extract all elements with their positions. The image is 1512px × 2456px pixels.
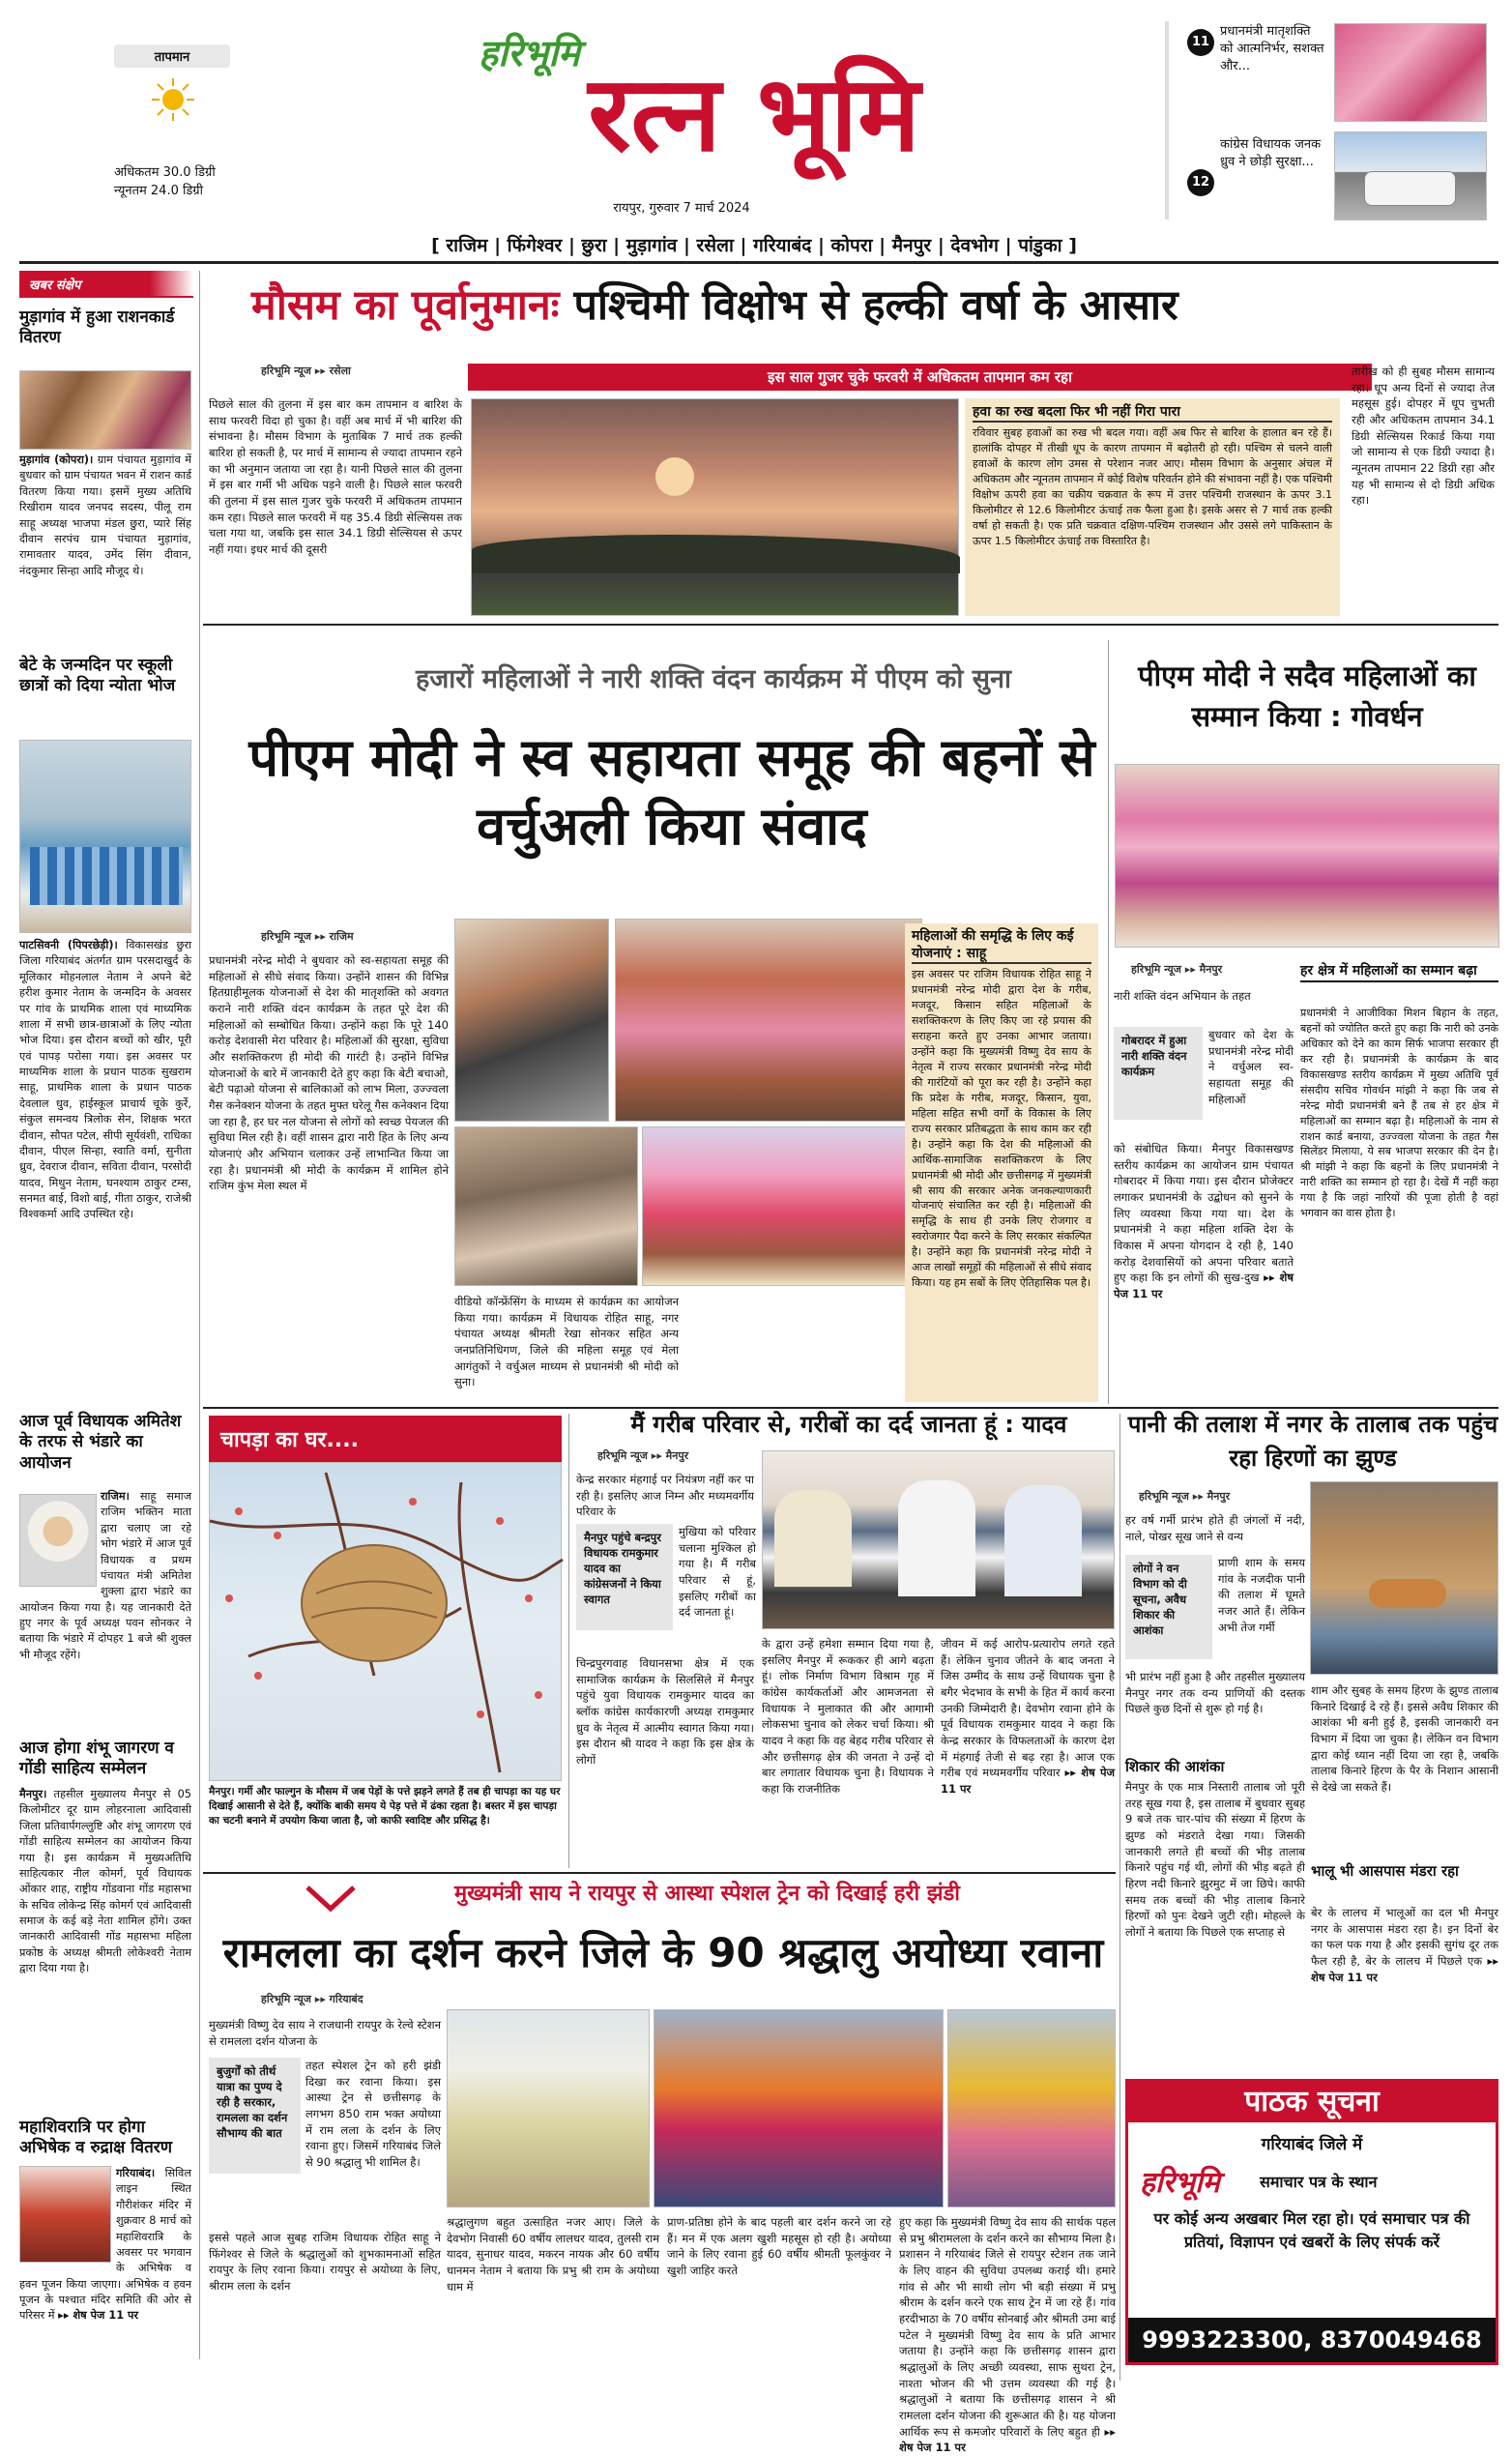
notice-title: पाठक सूचना	[1128, 2082, 1496, 2122]
yadav-byline: हरिभूमि न्यूज ▸▸ मैनपुर	[597, 1449, 689, 1462]
weather-headline: मौसम का पूर्वानुमानः पश्चिमी विक्षोभ से हल्की वर्षा के आसार	[251, 281, 1178, 330]
deer-bhalu-title: भालू भी आसपास मंडरा रहा	[1311, 1862, 1459, 1880]
yadav-col-top: केन्द्र सरकार मंहगाई पर नियंत्रण नहीं कर पा रही है। इसलिए आज निम्न और मध्यमवर्गीय परिवार के	[576, 1473, 754, 1519]
ramlala-col2: श्रद्धालुगण बहुत उत्साहित नजर आए। जिले के देवभोग निवासी 60 वर्षीय लालधर यादव, तुलसी राम यादव, सुनाधर यादव, मकरन नायक और 60 वर्षीय धानमन नेताम ने बताया कि प्रभु श्री राम के अयोध्या धाम में	[447, 2215, 659, 2294]
nav-bracket-left: [	[431, 235, 440, 256]
pm-kicker: हजारों महिलाओं ने नारी शक्ति वंदन कार्यक्रम में पीएम को सुना	[415, 664, 1012, 694]
pm-byline: हरिभूमि न्यूज ▸▸ राजिम	[261, 930, 354, 943]
notice-logo: हरिभूमि	[1140, 2166, 1220, 2200]
pm-body-col1: प्रधानमंत्री नरेन्द्र मोदी ने बुधवार को स्व-सहायता समूह की महिलाओं से सीधे संवाद किया। उन्होंने शासन की विभिन्न हितग्राहीमूलक योजनाओं से देश की मातृशक्ति को अवगत कराने नारी शक्ति वंदन कार्यक्रम के तहत पूरे देश की महिलाओं को सम्बोधित किया। उन्होंने कहा कि पूरे 140 करोड़ देशवासी मेरा परिवार है। महिलाओं की सुरक्षा, सुविधा और सशक्तिकरण ही मोदी की गारंटी है। उन्होंने विभिन्न योजनाओं के बारे में जानकारी देते हुए कहा कि बेटी बचाओ, बेटी पढ़ाओ योजना से बालिकाओं को लाभ मिला, उज्ज्वला गैस कनेक्शन योजना के तहत मुफ्त घरेलू गैस कनेक्शन दिया जा रहा है, हर घर नल योजना से लोगों को स्वच्छ पेयजल की सुविधा मिल रही है। वहीं शासन द्वारा नारी हित के लिए अन्य योजनाएं और अभियान चलाकर उन्हें लाभान्वित किया जा रहा है। प्रधानमंत्री श्री मोदी के कार्यक्रम में शामिल होने राजिम कुंभ मेला स्थल में	[209, 953, 449, 1193]
yadav-pullquote: मैनपुर पहुंचे बन्द्रपुर विधायक रामकुमार यादव का कांग्रेसजनों ने किया स्वागत	[576, 1524, 673, 1630]
govardhan-headline: पीएम मोदी ने सदैव महिलाओं का सम्मान किया : गोवर्धन	[1138, 659, 1476, 734]
deer-pullquote: लोगों ने वन विभाग को दी सूचना, अवैध शिकार की आशंका	[1125, 1555, 1212, 1659]
nav-item-rajim[interactable]: राजिम	[446, 235, 488, 256]
govardhan-sub-body: प्रधानमंत्री ने आजीविका मिशन बिहान के तहत, बहनों को ज्योतित करते हुए कहा कि नारी को उनके अधिकार को देने का काम सिर्फ भाजपा सरकार ही कर रही है। प्रधानमंत्री के कार्यक्रम के बाद विकासखण्ड स्तरीय कार्यक्रम में मुख्य अतिथि पूर्व संसदीय सचिव गोवर्धन मांझी ने कहा कि जब से नरेन्द्र मोदी प्रधानमंत्री बने हैं तब से हर क्षेत्र में महिलाओं का सम्मान बढ़ा है। महिलाओं के नाम से राशन कार्ड बनाया, उज्ज्वला योजना के तहत गैस सिलेंडर मिलाया, ये सब भाजपा सरकार की देन है। श्री मांझी ने कहा कि बहनों के लिए प्रधानमंत्री ने नारी शक्ति का सम्मान हो रहा है। देखें मैं नहीं कहा गया है कि जहां नारियों की पूजा होती है वहां भगवान का वास होता है।	[1300, 1007, 1498, 1220]
weather-right-col: तारीख को ही सुबह मौसम सामान्य रहा। धूप अन्य दिनों से ज्यादा तेज महसूस हुई। दोपहर में धूप चुभती रही और अधिकतम तापमान 34.1 डिग्री सेल्सियस रिकार्ड किया गया जो सामान्य से एक डिग्री ज्यादा है। न्यूनतम तापमान 22 डिग्री रहा और यह भी सामान्य से दो डिग्री अधिक रहा।	[1352, 365, 1495, 508]
nav-item-mainpur[interactable]: मैनपुर	[891, 235, 932, 256]
weather-label: तापमान	[114, 44, 230, 68]
nav-bracket-right: ]	[1068, 235, 1077, 256]
nav-item-kopra[interactable]: कोपरा	[830, 235, 873, 256]
masthead-title: रत्न भूमि	[588, 54, 920, 175]
pm-screen-photo	[454, 1126, 638, 1286]
govardhan-col-mid: बुधवार को देश के प्रधानमंत्री नरेन्द्र मोदी ने वर्चुअल स्व-सहायता समूह की महिलाओं	[1208, 1028, 1294, 1106]
temperature-readings	[114, 164, 288, 201]
location-nav: [ राजिम | फिंगेश्वर | छुरा | मुड़ागांव | रसेला | गरियाबंद | कोपरा | मैनपुर | देवभोग | पांडुका ]	[431, 235, 1077, 256]
govardhan-sub-title: हर क्षेत्र में महिलाओं का सम्मान बढ़ा	[1300, 962, 1498, 982]
govardhan-pullquote: गोबरादर में हुआ नारी शक्ति वंदन कार्यक्रम	[1114, 1027, 1203, 1120]
deer-sub-title: शिकार की आशंका	[1125, 1758, 1225, 1775]
deer-byline: हरिभूमि न्यूज ▸▸ मैनपुर	[1139, 1490, 1231, 1503]
ramlala-col-top: मुख्यमंत्री विष्णु देव साय ने राजधानी रायपुर के रेल्वे स्टेशन से रामलला दर्शन योजना के	[209, 2018, 441, 2048]
min-temp: न्यूनतम 24.0 डिग्री	[114, 183, 204, 198]
teaser-text: प्रधानमंत्री मातृशक्ति को आत्मनिर्भर, सशक्त और...	[1220, 24, 1324, 74]
notice-line1: गरियाबंद जिले में	[1261, 2135, 1363, 2154]
deer-sub-body: मैनपुर के एक मात्र निस्तारी तालाब जो पूरी तरह सूख गया है, इस तालाब में बुधवार सुबह 9 बजे तक चार-पांच की संख्या में हिरण के झुण्ड को मंडराते देखा गया। जिसकी जानकारी लगते ही बच्चों की भीड़ तालाब किनारे पहुंच गई थी, लोगों की भीड़ बढ़ते ही हिरण नदी किनारे झुरमुट में जा छिपे। काफी समय तक बच्चों की भीड़ तालाब किनारे हिरणों को पुनः देखने जुटी रही। मोहल्ले के लोगों ने बताया कि पिछले एक सप्ताह से	[1125, 1780, 1305, 1940]
govardhan-byline: हरिभूमि न्यूज ▸▸ मैनपुर	[1131, 963, 1223, 976]
notice-line3: पर कोई अन्य अखबार मिल रहा हो। एवं समाचार पत्र की प्रतियां, विज्ञापन एवं खबरों के लिए संपर्क करें	[1153, 2209, 1470, 2251]
ramlala-col1: इससे पहले आज सुबह राजिम विधायक रोहित साहू ने फिंगेश्वर से जिले के श्रद्धालुओं को शुभकामनाओं सहित रायपुर के लिए रवाना किया। रायपुर से अयोध्या के लिए, श्रीराम लला के दर्शन	[209, 2231, 441, 2294]
teaser-2-photo	[1334, 132, 1487, 220]
nav-item-rasela[interactable]: रसेला	[696, 235, 734, 256]
nav-item-fingeshwar[interactable]: फिंगेश्वर	[507, 235, 563, 256]
brief-2-body: पाटसिवनी (पिपरछेड़ी)। विकासखंड छुरा जिला गरियाबंद अंतर्गत ग्राम परसदाखुर्द के मूलिकार मोहनलाल नेताम ने अपने बेटे हरीश कुमार नेताम के जन्मदिन के अवसर पर गांव के प्राथमिक शाला एवं माध्यमिक शाला में सभी छात्र-छात्राओं के लिए न्योता भोज दिया। इस दौरान बच्चों को खीर, पूरी एवं पापड़ परोसा गया। इस अवसर पर माध्यमिक शाला के प्रधान पाठक सुखराम साहू, प्राथमिक शाला के प्रधान पाठक देवलाल धुव, हाईस्कूल प्राचार्य चूके कुर्रे, संकुल समन्वय त्रिलोक सेन, शिक्षक भरत दीवान, सौपत पटेल, सीपी सूर्यवंशी, राधिका दीवान, पीएल सिन्हा, स्वाति वर्मा, सुनीता ध्रुव, देवराज दीवान, सविता दीवान, परसोदी यादव, मिथुन नेताम, घनश्याम ठाकुर टम्स, सनमत बाई, विशो बाई, गीता ठाकुर, राजेश्री विश्वकर्मा आदि उपस्थित रहे।	[19, 939, 191, 1221]
chapda-caption: मैनपुर। गर्मी और फाल्गुन के मौसम में जब पेड़ों के पत्ते झड़ने लगते हैं तब ही चापड़ा का यह घर दिखाई आसानी से देते हैं, क्योंकि बाकी समय ये पेड़ पत्ते में ढंका रहता है। बस्तर में इस चापड़ा का चटनी बनाने में उपयोग किया जाता है, जो काफी स्वादिष्ट और प्रसिद्ध है।	[209, 1786, 561, 1827]
teaser-1-photo	[1334, 23, 1487, 122]
brief-1-photo	[19, 370, 191, 450]
yadav-col-side: मुखिया को परिवार चलाना मुश्किल हो गया है। मैं गरीब परिवार से हूं, इसलिए गरीबों का दर्द जानता हूं।	[679, 1525, 756, 1620]
nav-item-chhura[interactable]: छुरा	[581, 235, 607, 256]
chapda-title: चापड़ा का घर....	[209, 1416, 562, 1462]
teaser-badge: 12	[1187, 169, 1214, 196]
ramlala-col3: प्राण-प्रतिष्ठा होने के बाद पहली बार दर्शन करने जा रहे हैं। मन में एक अलग खुशी महसूस हो रही है। अयोध्या जाने के लिए रवाना हुई 60 वर्षीय श्रीमती फूलकुंवर ने खुशी जाहिर करते	[667, 2215, 891, 2278]
weather-sidebox-title: हवा का रुख बदला फिर भी नहीं गिरा पारा	[973, 402, 1332, 423]
govardhan-photo	[1115, 764, 1499, 948]
teaser-badge: 11	[1187, 29, 1214, 56]
ramlala-photo-3	[947, 2009, 1116, 2207]
dateline: रायपुर, गुरुवार 7 मार्च 2024	[613, 201, 750, 216]
brief-2-title: बेटे के जन्मदिन पर स्कूली छात्रों को दिया न्योता भोज	[19, 656, 176, 696]
deer-col-top: हर वर्ष गर्मी प्रारंभ होते ही जंगलों में नदी, नाले, पोखर सूख जाने से वन्य	[1125, 1513, 1305, 1543]
pm-body-col2: वीडियो कॉन्फ्रेंसिंग के माध्यम से कार्यक्रम का आयोजन किया गया। कार्यक्रम में विधायक रोहित साहू, नगर पंचायत अध्यक्ष श्रीमती रेखा सोनकर सहित अन्य जनप्रतिनिधिगण, जिले की महिला समूह एवं मेला आगंतुकों ने वर्चुअल माध्यम से प्रधानमंत्री श्री मोदी को सुना।	[454, 1295, 679, 1389]
brief-5-body: गरियाबंद। सिविल लाइन स्थित गौरीशंकर मंदिर में शुक्रवार 8 मार्च को महाशिवरात्रि के अवसर पर भगवान के अभिषेक व हवन पूजन किया जाएगा। अभिषेक व हवन पूजन के पश्चात मंदिर समिति की ओर से परिसर में ▸▸ शेष पेज 11 पर	[19, 2167, 191, 2323]
weather-widget	[114, 44, 230, 68]
brief-5-title: महाशिवरात्रि पर होगा अभिषेक व रुद्राक्ष वितरण	[19, 2118, 173, 2158]
weather-deck: इस साल गुजर चुके फरवरी में अधिकतम तापमान कम रहा	[468, 364, 1372, 391]
ramlala-pullquote: बुजुर्गों को तीर्थ यात्रा का पुण्य दे रही है सरकार, रामलला का दर्शन सौभाग्य की बात	[209, 2058, 301, 2174]
pm-sidebox-title: महिलाओं की समृद्धि के लिए कई योजनाएं : साहू	[912, 927, 1091, 964]
pm-audience-photo	[615, 919, 922, 1122]
max-temp: अधिकतम 30.0 डिग्री	[114, 165, 216, 180]
govardhan-col-top: नारी शक्ति वंदन अभियान के तहत	[1114, 989, 1251, 1003]
ramlala-photo-1	[447, 2009, 650, 2207]
pm-sidebox	[905, 923, 1098, 1402]
yadav-col1: चिन्द्रपुरगवाह विधानसभा क्षेत्र में एक सामाजिक कार्यक्रम के सिलसिले में मैनपुर पहुंचे युवा विधायक रामकुमार यादव का ब्लॉक कांग्रेस कार्यकारणी अध्यक्ष रामकुमार ध्रुव के नेतृत्व में आत्मीय स्वागत किया गया। इस दौरान श्री यादव ने कहा कि इस क्षेत्र के लोगों	[576, 1656, 754, 1768]
weather-sidebox-body: रविवार सुबह हवाओं का रुख भी बदल गया। वहीं अब फिर से बारिश के हालात बन रहे हैं। हालांकि दोपहर में तीखी धूप के कारण तापमान में बढ़ोतरी हो रही। पश्चिम से चलने वाली हवाओं के कारण लोग उमस से परेशान नजर आए। मौसम विभाग के अनुसार अंचल में अधिकतम और न्यूनतम तापमान में कोई विशेष परिवर्तन होने की संभावना नहीं है। एक पश्चिमी विक्षोभ ऊपरी हवा का चक्रीय चक्रवात के रूप में उत्तर पश्चिमी राजस्थान के ऊपर 3.1 किलोमीटर से 12.6 किलोमीटर ऊंचाई तक फैला हुआ है। इसके असर से 7 मार्च तक हल्की वर्षा हो सकती है। एक प्रति चक्रवात दक्षिण-पश्चिम राजस्थान और उससे लगे पाकिस्तान के ऊपर 1.5 किलोमीटर ऊंचाई तक विस्तारित है।	[973, 426, 1332, 547]
deer-col-side: प्राणी शाम के समय गांव के नजदीक पानी की तलाश में घूमते नजर आते हैं। लेकिन अभी तेज गर्मी	[1218, 1556, 1305, 1634]
yadav-col2: के द्वारा उन्हें हमेशा सम्मान दिया गया है, इसलिए मैनपुर में रूककर ही आगे बढ़ता हूं। लोक निर्माण विभाग विश्राम गृह में कांग्रेस कार्यकर्ताओं और आमजनता से विधायक ने मुलाकात की और आगामी लोकसभा चुनाव को लेकर चर्चा किया। श्री यादव ने कहा कि वह बेहद गरीब परिवार से और छत्तीसगढ़ क्षेत्र की जनता ने उन्हें दो बार लगातार विधायक चुना है। विधायक ने कहा कि राजनीतिक	[762, 1637, 934, 1797]
brief-2-photo	[19, 740, 191, 933]
weather-sidebox	[965, 398, 1340, 616]
nav-item-devbhog[interactable]: देवभोग	[950, 235, 1000, 256]
nav-item-gariaband[interactable]: गरियाबंद	[753, 235, 812, 256]
teaser-text: कांग्रेस विधायक जनक ध्रुव ने छोड़ी सुरक्षा...	[1220, 137, 1322, 170]
brief-header: खबर संक्षेप	[19, 271, 193, 296]
brand-logo: हरिभूमि	[479, 32, 580, 74]
pm-headline: पीएम मोदी ने स्व सहायता समूह की बहनों से वर्चुअली किया संवाद	[248, 727, 1095, 858]
ramlala-kicker: मुख्यमंत्री साय ने रायपुर से आस्था स्पेशल ट्रेन को दिखाई हरी झंडी	[454, 1882, 960, 1906]
reader-notice	[1125, 2079, 1498, 2365]
ramlala-col-side: तहत स्पेशल ट्रेन को हरी झंडी दिखा कर रवाना किया। इस आस्था ट्रेन से छत्तीसगढ़ के लगभग 850 राम भक्त अयोध्या में राम लला के दर्शन के लिए रवाना हुए। जिसमें गरियाबंद जिले से 90 श्रद्धालु भी शामिल है।	[305, 2059, 441, 2170]
ramlala-headline: रामलला का दर्शन करने जिले के 90 श्रद्धालु अयोध्या रवाना	[222, 1929, 1104, 1976]
ramlala-byline: हरिभूमि न्यूज ▸▸ गरियाबंद	[261, 1993, 363, 2005]
weather-byline: हरिभूमि न्यूज ▸▸ रसेला	[261, 365, 351, 377]
brief-4-title: आज होगा शंभू जागरण व गोंडी साहित्य सम्मेलन	[19, 1739, 174, 1779]
notice-phones[interactable]: 9993223300, 8370049468	[1128, 2318, 1496, 2362]
yadav-col3: जीवन में कई आरोप-प्रत्यारोप लगते रहते हैं। लेकिन चुनाव जीतने के बाद जनता ने जिस उम्मीद के साथ उन्हें विधायक चुना है बगैर भेदभाव के सभी के हित में कार्य करना उनकी जिम्मेदारी है। देवभोग रवाना होने के पूर्व विधायक रामकुमार यादव ने कहा कि केन्द्र सरकार के विफलताओं के कारण देश में मंहगाई तेजी से बढ़ रहा है। आज एक गरीब एवं मध्यमवर्गीय परिवार ▸▸ शेष पेज 11 पर	[941, 1637, 1116, 1797]
deer-col1: भी प्रारंभ नहीं हुआ है और तहसील मुख्यालय मैनपुर नगर तक वन्य प्राणियों की दस्तक पिछले कुछ दिनों से शुरू हो गई है।	[1125, 1670, 1305, 1716]
teaser-2[interactable]	[1187, 137, 1323, 196]
notice-line2: समाचार पत्र के स्थान	[1260, 2173, 1378, 2191]
weather-photo	[471, 398, 959, 616]
yadav-photo	[762, 1450, 1115, 1629]
brief-3-title: आज पूर्व विधायक अमितेश के तरफ से भंडारे का आयोजन	[19, 1412, 182, 1473]
yadav-headline: मैं गरीब परिवार से, गरीबों का दर्द जानता हूं : यादव	[630, 1411, 1067, 1438]
brief-3-body: राजिम। साहू समाज राजिम भक्तिन माता द्वारा चलाए जा रहे भोग भंडारे में आज पूर्व विधायक व प्रथम पंचायत मंत्री अमितेश शुक्ला द्वारा भंडारे का आयोजन किया गया है। यह जानकारी देते हुए नगर के पूर्व अध्यक्ष पवन सोनकर ने बताया कि भंडारे में दोपहर 1 बजे श्री शुक्ल भी मौजूद रहेंगे।	[19, 1490, 192, 1661]
pm-sidebox-body: इस अवसर पर राजिम विधायक रोहित साहू ने प्रधानमंत्री नरेन्द्र मोदी द्वारा देश के गरीब, मजदूर, किसान सहित महिलाओं के सशक्तिकरण के लिए किए जा रहे प्रयास की सराहना करते हुए उनका आभार जताया। उन्होंने कहा कि मुख्यमंत्री विष्णु देव साय के नेतृत्व में राज्य सरकार प्रधानमंत्री नरेन्द्र मोदी की गारंटियों को पूरा कर रही है। उन्होंने कहा कि प्रदेश के गरीब, मजदूर, किसान, युवा, महिला सहित सभी वर्गों के विकास के लिए राज्य सरकार प्रतिबद्धता के साथ काम कर रही है। उन्होंने कहा कि देश की महिलाओं की आर्थिक-सामाजिक सशक्तिकरण के लिए प्रधानमंत्री श्री मोदी और छत्तीसगढ़ में मुख्यमंत्री श्री साय की सरकार अनेक जनकल्याणकारी योजनाएं संचालित कर रही है। महिलाओं की समृद्धि के साथ ही उनके लिए रोजगार व स्वरोजगार पैदा करने के लिए सरकार संकल्पित है। उन्होंने कहा कि प्रधानमंत्री नरेन्द्र मोदी ने आज लाखों समूहों की महिलाओं से सीधे संवाद किया। यह हम सबों के लिए ऐतिहासिक पल है।	[912, 968, 1091, 1290]
deer-headline: पानी की तलाश में नगर के तालाब तक पहुंच रहा हिरणों का झुण्ड	[1127, 1411, 1498, 1472]
deer-bhalu-body: बेर के लालच में भालूओं का दल भी मैनपुर नगर के आसपास मंडरा रहा है। इन दिनों बेर का फल पक गया है और इसकी सुगंध दूर तक फैल रही है, बेर के लालच में पिछले एक ▸▸ शेष पेज 11 पर	[1311, 1906, 1499, 1984]
chapda-photo	[209, 1462, 562, 1781]
sun-icon	[151, 77, 195, 122]
govardhan-body: को संबोधित किया। मैनपुर विकासखण्ड स्तरीय कार्यक्रम का आयोजन ग्राम पंचायत गोबरादर में किया गया। इस दौरान प्रोजेक्टर लगाकर प्रधानमंत्री के उद्बोधन को सुनने के लिए व्यवस्था किया गया था। देश के प्रधानमंत्री ने कहा महिला शक्ति देश के विकास में अपना योगदान दे रही है, 140 करोड़ देशवासियों को अपना परिवार बताते हुए कहा कि इन लोगों की सुख-दुख ▸▸ शेष पेज 11 पर	[1114, 1142, 1294, 1301]
teaser-1[interactable]	[1187, 24, 1324, 74]
brief-1-title: मुड़ागांव में हुआ राशनकार्ड वितरण	[19, 307, 175, 348]
nav-item-mudagaon[interactable]: मुड़ागांव	[625, 235, 678, 256]
deer-photo	[1310, 1481, 1498, 1675]
brief-1-body: मुड़ागांव (कोपरा)। ग्राम पंचायत मुड़ागांव में बुधवार को ग्राम पंचायत भवन में राशन कार्ड वितरण किया गया। इसमें मुख्य अतिथि रिखीराम यादव जनपद सदस्य, पीलू राम साहू अध्यक्ष भाजपा मंडल छुरा, प्यारे सिंह दीवान सरपंच ग्राम पंचायत मुड़ागांव, रामावतार यादव, उमेंद सिंग दीवान, नंदकुमार सिन्हा आदि मौजूद थे।	[19, 453, 191, 577]
nav-item-panduka[interactable]: पांडुका	[1018, 235, 1062, 256]
ramlala-photo-2	[654, 2009, 944, 2207]
pm-women-photo	[642, 1126, 922, 1286]
pm-modi-photo	[454, 919, 609, 1122]
brief-4-body: मैनपुर। तहसील मुख्यालय मैनपुर से 05 किलोमीटर दूर ग्राम लोहरनाला आदिवासी जिला प्रतिवार्पगल्लुष्टि और शंभू जागरण एवं गोंडी साहित्य सम्मेलन का आयोजन किया गया है। इस कार्यक्रम में मुख्यअतिथि साहित्यकार नील कोमर्ग, पूर्व विधायक ओंकार शाह, राष्ट्रीय गोंडवाना गोंड महासभा के सचिव लोकेन्द्र सिंह कोमर्ग एवं आदिवासी समाज के कई बड़े नेता शामिल होंगे। उक्त जानकारी आदिवासी गोंड महासभा महिला प्रकोष्ठ के अध्यक्ष श्रीमती लोकेश्वरी नेताम द्वारा दिया गया है।	[19, 1788, 191, 1975]
chevron-down-icon	[305, 1886, 356, 1913]
deer-col2: शाम और सुबह के समय हिरण के झुण्ड तालाब किनारे दिखाई दे रहे हैं। इससे अवैध शिकार की आशंका भी बनी हुई है, इसकी जानकारी वन विभाग में दिया जा चुका है। लेकिन वन विभाग द्वारा कोई ध्यान नहीं दिया जा रहा है, जबकि तालाब किनारे हिरण के पैर के निशान आसानी से देखे जा सकते हैं।	[1311, 1683, 1498, 1795]
ramlala-col4: हुए कहा कि मुख्यमंत्री विष्णु देव साय की सार्थक पहल से प्रभु श्रीरामलला के दर्शन करने का सौभाग्य मिला है। प्रशासन ने गरियाबंद जिले से रायपुर स्टेशन तक जाने के लिए वाहन की सुविधा उपलब्ध कराई थी। हमारे गांव से और भी साथी लोग भी बड़ी संख्या में प्रभु श्रीराम के दर्शन करने एक साथ ट्रेन में जा रहे हैं। गांव हरदीभाठा के 70 वर्षीय सोनबाई और श्रीमती उमा बाई पटेल ने मुख्यमंत्री विष्णु देव साय के प्रति आभार जताया है। उन्होंने कहा कि छत्तीसगढ़ शासन द्वारा श्रद्धालुओं के लिए अच्छी व्यवस्था, साफ सुथरा ट्रेन, नाश्ता भोजन की भी उत्तम व्यवस्था की गई है। श्रद्धालुओं ने बताया कि छत्तीसगढ़ शासन ने श्री रामलला दर्शन योजना की शुरूआत की है। यह योजना आर्थिक रूप से कमजोर परिवारों के लिए बहुत ही ▸▸ शेष पेज 11 पर	[899, 2215, 1117, 2455]
weather-body: पिछले साल की तुलना में इस बार कम तापमान व बारिश के साथ फरवरी विदा हो चुका है। वहीं अब मार्च में भी बारिश की संभावना है। मौसम विभाग के मुताबिक 7 मार्च तक हल्की बारिश हो सकती है, पर मार्च में सामान्य से ज्यादा तापमान रहने का भी अनुमान जताया जा रहा है। यानी पिछले साल की तुलना में इस बार गर्मी भी अधिक पड़ने वाली है। पिछले साल फरवरी की तुलना में इस साल गुजर चुके फरवरी में अधिकतम तापमान कम रहा। पिछले साल फरवरी में यह 35.4 डिग्री सेल्सियस तक चला गया था, जबकि इस साल 34.1 डिग्री सेल्सियस से ऊपर नहीं गया। इधर मार्च की दूसरी	[209, 397, 462, 557]
